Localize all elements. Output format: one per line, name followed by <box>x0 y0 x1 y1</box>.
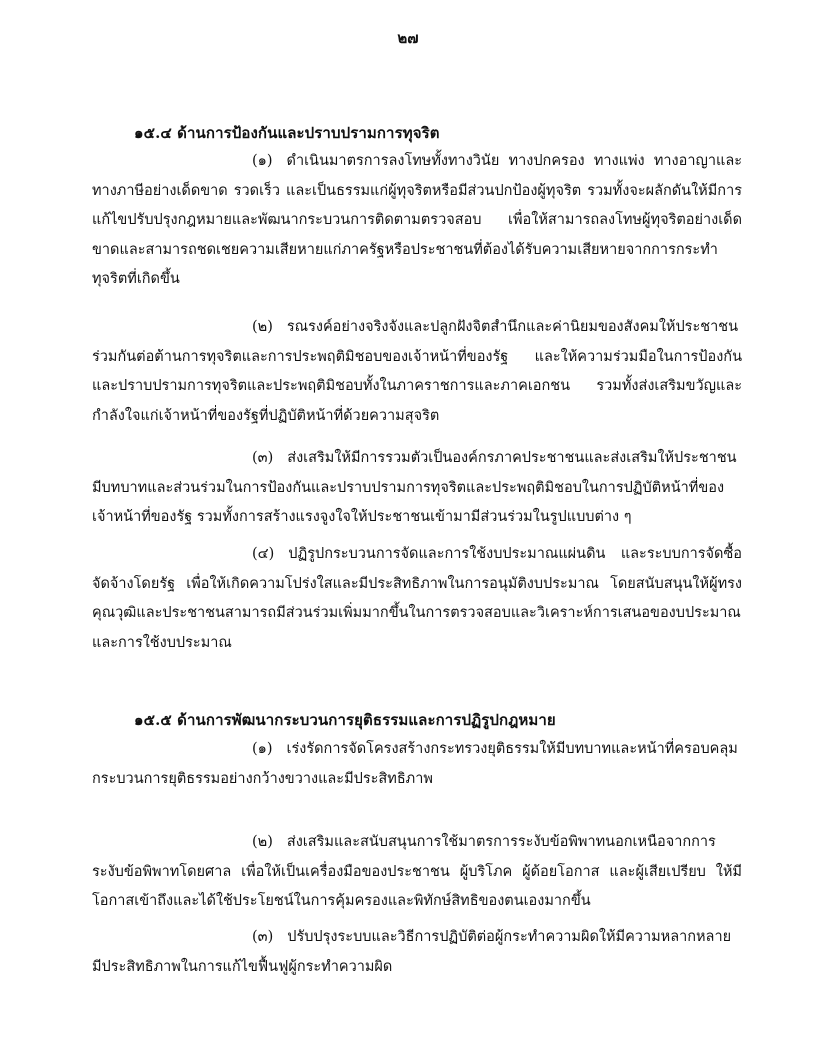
section-heading-15-4: ๑๕.๔ ด้านการป้องกันและปราบปรามการทุจริต <box>134 124 440 142</box>
section-15-5-item-2 <box>92 828 742 917</box>
section-15-4-item-1 <box>92 147 742 295</box>
item-text: ปฏิรูปกระบวนการจัดและการใช้งบประมาณแผ่นดิน และระบบการจัดซื้อจัดจ้างโดยรัฐ เพื่อให้เกิดความโปร่งใสและมีประสิทธิภาพในการอนุมัติงบประมาณ โดยสนับสนุนให้ผู้ทรงคุณวุฒิและประชาชนสามารถมีส่วนร่วมเพิ่มมากขึ้นในการตรวจสอบและวิเคราะห์การเสนอของบประมาณและการใช้งบประมาณ <box>92 546 742 651</box>
section-15-5-item-1 <box>92 735 742 794</box>
section-15-4-item-3 <box>92 444 742 533</box>
item-number: (๑) <box>252 741 273 757</box>
item-text: ปรับปรุงระบบและวิธีการปฏิบัติต่อผู้กระทำความผิดให้มีความหลากหลาย มีประสิทธิภาพในการแก้ไขฟื้นฟูผู้กระทำความผิด <box>92 929 732 975</box>
section-15-4-item-2 <box>92 313 742 431</box>
item-text: เร่งรัดการจัดโครงสร้างกระทรวงยุติธรรมให้มีบทบาทและหน้าที่ครอบคลุมกระบวนการยุติธรรมอย่างกว้างขวางและมีประสิทธิภาพ <box>92 741 738 787</box>
item-text: รณรงค์อย่างจริงจังและปลูกฝังจิตสำนึกและค่านิยมของสังคมให้ประชาชนร่วมกันต่อต้านการทุจริตและการประพฤติมิชอบของเจ้าหน้าที่ของรัฐ และให้ความร่วมมือในการป้องกันและปราบปรามการทุจริตและประพฤติมิชอบทั้งในภาคราชการและภาคเอกชน รวมทั้งส่งเสริมขวัญและกำลังใจแก่เจ้าหน้าที่ของรัฐที่ปฏิบัติหน้าที่ด้วยความสุจริต <box>92 319 742 424</box>
item-text: ดำเนินมาตรการลงโทษทั้งทางวินัย ทางปกครอง ทางแพ่ง ทางอาญาและทางภาษีอย่างเด็ดขาด รวดเร็ว และเป็นธรรมแก่ผู้ทุจริตหรือมีส่วนปกป้องผู้ทุจริต รวมทั้งจะผลักดันให้มีการแก้ไขปรับปรุงกฎหมายและพัฒนากระบวนการติดตามตรวจสอบ เพื่อให้สามารถลงโทษผู้ทุจริตอย่างเด็ดขาดและสามารถชดเชยความเสียหายแก่ภาครัฐหรือประชาชนที่ต้องได้รับความเสียหายจากการกระทำทุจริตที่เกิดขึ้น <box>92 153 742 287</box>
section-heading-15-5: ๑๕.๕ ด้านการพัฒนากระบวนการยุติธรรมและการปฏิรูปกฎหมาย <box>134 711 556 729</box>
item-number: (๓) <box>252 450 274 466</box>
item-number: (๓) <box>252 929 274 945</box>
item-text: ส่งเสริมให้มีการรวมตัวเป็นองค์กรภาคประชาชนและส่งเสริมให้ประชาชนมีบทบาทและส่วนร่วมในการป้องกันและปราบปรามการทุจริตและประพฤติมิชอบในการปฏิบัติหน้าที่ของเจ้าหน้าที่ของรัฐ รวมทั้งการสร้างแรงจูงใจให้ประชาชนเข้ามามีส่วนร่วมในรูปแบบต่าง ๆ <box>92 450 737 525</box>
page-number: ๒๗ <box>397 29 419 47</box>
item-text: ส่งเสริมและสนับสนุนการใช้มาตรการระงับข้อพิพาทนอกเหนือจากการระงับข้อพิพาทโดยศาล เพื่อให้เป็นเครื่องมือของประชาชน ผู้บริโภค ผู้ด้อยโอกาส และผู้เสียเปรียบ ให้มีโอกาสเข้าถึงและได้ใช้ประโยชน์ในการคุ้มครองและพิทักษ์สิทธิของตนเองมากขึ้น <box>92 834 742 909</box>
item-number: (๔) <box>252 546 275 562</box>
section-15-5-item-3 <box>92 923 742 982</box>
item-number: (๑) <box>252 153 273 169</box>
item-number: (๒) <box>252 834 273 850</box>
item-number: (๒) <box>252 319 273 335</box>
section-15-4-item-4 <box>92 540 742 658</box>
